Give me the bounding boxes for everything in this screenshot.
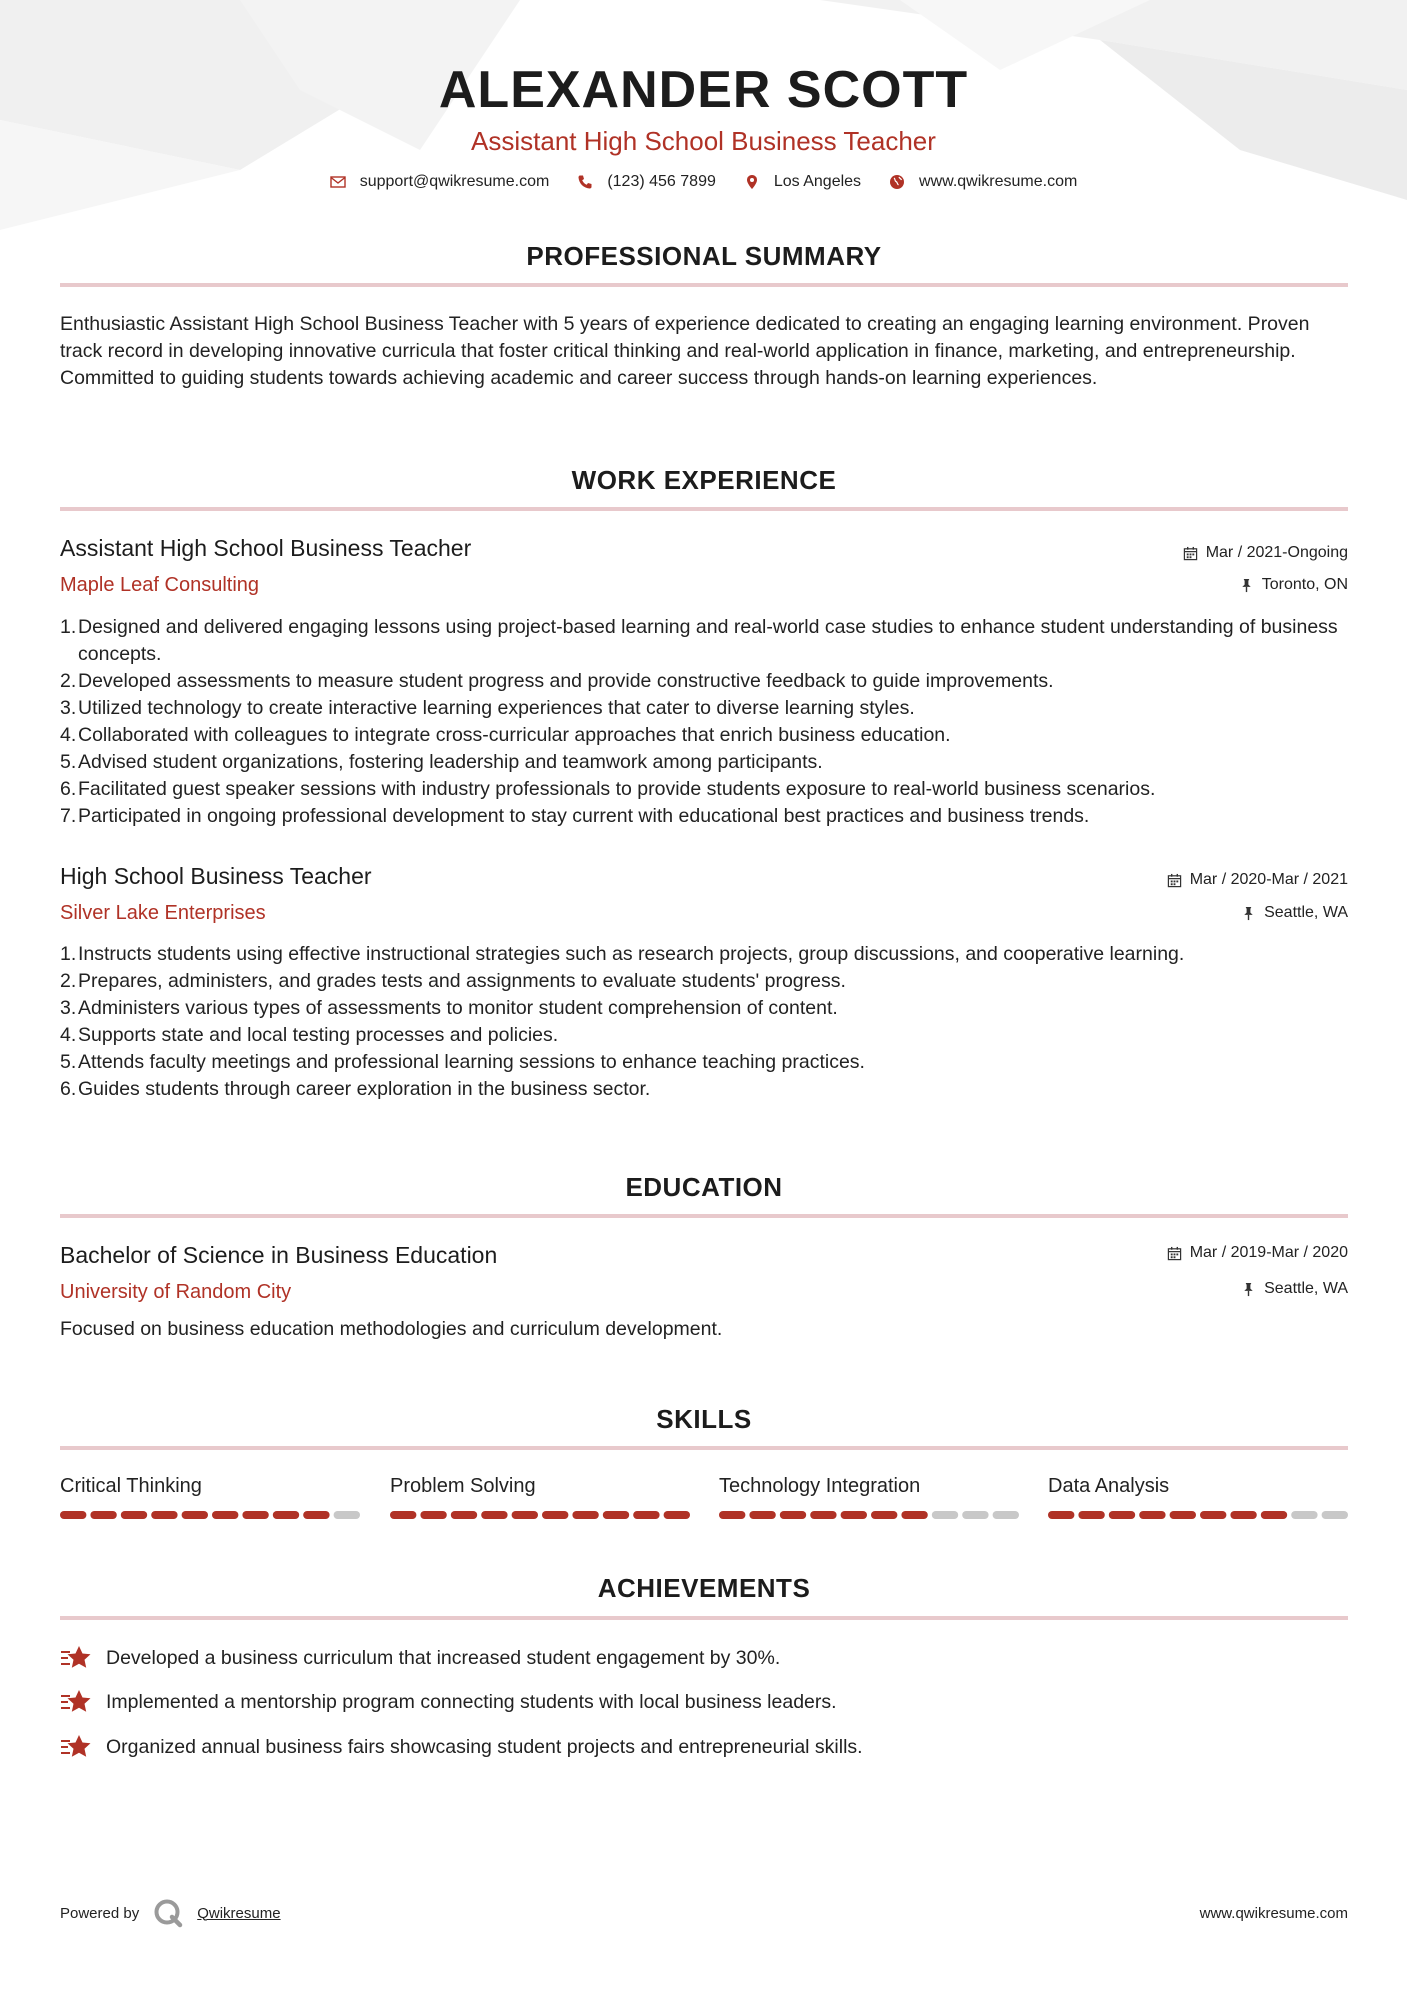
- education-location-text: Seattle, WA: [1264, 1280, 1348, 1297]
- job-dates-text: Mar / 2020-Mar / 2021: [1189, 871, 1348, 888]
- bullet-text: Facilitated guest speaker sessions with industry professionals to provide students exposure to real-world business scenarios.: [78, 778, 1156, 800]
- skill-segment-empty: [1322, 1511, 1348, 1519]
- section-title-education: EDUCATION: [625, 1172, 783, 1202]
- job-dates: [1167, 869, 1348, 891]
- skill-item: [390, 1472, 690, 1500]
- list-item: 3. Utilized technology to create interactive learning experiences that cater to diverse learning styles.: [60, 695, 1350, 722]
- list-item: 2. Developed assessments to measure student progress and provide constructive feedback to guide improvements.: [60, 668, 1350, 695]
- skill-item: [1048, 1472, 1348, 1500]
- skill-segment-filled: [1078, 1511, 1104, 1519]
- powered-by-label: Powered by: [60, 1904, 140, 1922]
- job-location: [1241, 902, 1348, 924]
- skill-segment-filled: [572, 1511, 598, 1519]
- list-item: 2. Prepares, administers, and grades tests and assignments to evaluate students' progress.: [60, 968, 1350, 995]
- skill-segment-filled: [780, 1511, 806, 1519]
- bullet-text: Prepares, administers, and grades tests and assignments to evaluate students' progress.: [78, 970, 846, 992]
- education-description: Focused on business education methodologies and curriculum development.: [60, 1318, 723, 1340]
- bullet-text: Attends faculty meetings and professional learning sessions to enhance teaching practices.: [78, 1051, 865, 1073]
- contact-email-text: support@qwikresume.com: [359, 173, 550, 190]
- list-item: 1. Instructs students using effective instructional strategies such as research projects, group discussions, and cooperative learning.: [60, 941, 1350, 968]
- bullet-text: Collaborated with colleagues to integrate cross-curricular approaches that enrich business education.: [78, 724, 951, 746]
- phone-icon: [577, 174, 593, 190]
- skill-segment-empty: [932, 1511, 958, 1519]
- section-title-skills: SKILLS: [656, 1404, 752, 1434]
- skill-segment-filled: [242, 1511, 268, 1519]
- contact-phone[interactable]: [577, 173, 716, 191]
- map-pin-icon: [744, 174, 760, 190]
- skill-segment-empty: [993, 1511, 1019, 1519]
- skill-segment-filled: [810, 1511, 836, 1519]
- skill-level-bar: [1048, 1510, 1348, 1520]
- calendar-icon: [1183, 546, 1198, 561]
- achievement-item: [60, 1644, 780, 1672]
- skill-segment-filled: [1139, 1511, 1165, 1519]
- education-location: [1241, 1278, 1348, 1300]
- section-divider: [60, 507, 1348, 511]
- section-title-experience: WORK EXPERIENCE: [571, 465, 837, 495]
- skill-segment-filled: [542, 1511, 568, 1519]
- skill-segment-filled: [749, 1511, 775, 1519]
- bullet-text: Administers various types of assessments to monitor student comprehension of content.: [78, 997, 838, 1019]
- contact-location-text: Los Angeles: [773, 173, 862, 190]
- skill-segment-empty: [334, 1511, 360, 1519]
- bullet-text: Advised student organizations, fostering leadership and teamwork among participants.: [78, 751, 823, 773]
- pushpin-icon: [1239, 578, 1254, 593]
- achievement-text: Developed a business curriculum that increased student engagement by 30%.: [106, 1647, 781, 1669]
- job-bullets: [60, 614, 1350, 830]
- list-item: 3. Administers various types of assessments to monitor student comprehension of content.: [60, 995, 1350, 1022]
- list-item: 6. Guides students through career exploration in the business sector.: [60, 1076, 1350, 1103]
- skill-segment-filled: [90, 1511, 116, 1519]
- skill-segment-filled: [151, 1511, 177, 1519]
- achievement-text: Implemented a mentorship program connecting students with local business leaders.: [106, 1691, 837, 1713]
- skill-segment-filled: [633, 1511, 659, 1519]
- skill-segment-filled: [1200, 1511, 1226, 1519]
- list-item: 4. Supports state and local testing processes and policies.: [60, 1022, 1350, 1049]
- skill-segment-filled: [60, 1511, 86, 1519]
- skill-name: Problem Solving: [390, 1475, 536, 1497]
- bullet-text: Instructs students using effective instructional strategies such as research projects, group discussions, and cooperative learning.: [78, 943, 1185, 965]
- summary-text: Enthusiastic Assistant High School Business Teacher with 5 years of experience dedicated to creating an engaging learning environment. Proven track record in developing innovative curricula that foster critical thinking and real-world application in finance, marketing, and entrepreneurship. Committed to guiding students towards achieving academic and career success through hands-on learning experiences.: [60, 313, 1310, 389]
- skill-segment-filled: [1170, 1511, 1196, 1519]
- star-icon: [60, 1644, 92, 1672]
- contact-email[interactable]: [330, 173, 550, 191]
- skill-segment-filled: [1109, 1511, 1135, 1519]
- job-title: Assistant High School Business Teacher: [60, 535, 472, 561]
- section-divider: [60, 1214, 1348, 1218]
- skill-segment-filled: [1261, 1511, 1287, 1519]
- skill-name: Data Analysis: [1048, 1475, 1170, 1497]
- contact-bar: [0, 173, 1407, 191]
- candidate-title: Assistant High School Business Teacher: [471, 126, 936, 156]
- section-divider: [60, 1616, 1348, 1620]
- contact-location: [744, 173, 861, 191]
- skill-segment-empty: [1291, 1511, 1317, 1519]
- skill-segment-filled: [121, 1511, 147, 1519]
- education-school: University of Random City: [60, 1281, 292, 1303]
- star-icon: [60, 1733, 92, 1761]
- list-item: 5. Advised student organizations, fostering leadership and teamwork among participants.: [60, 749, 1350, 776]
- footer-powered-by: [60, 1898, 281, 1928]
- job-location-text: Toronto, ON: [1261, 576, 1348, 593]
- skill-segment-filled: [603, 1511, 629, 1519]
- pushpin-icon: [1241, 1282, 1256, 1297]
- pushpin-icon: [1241, 906, 1256, 921]
- skill-segment-filled: [182, 1511, 208, 1519]
- skill-name: Technology Integration: [719, 1475, 921, 1497]
- calendar-icon: [1167, 873, 1182, 888]
- education-dates-text: Mar / 2019-Mar / 2020: [1189, 1244, 1348, 1261]
- skill-level-bar: [390, 1510, 690, 1520]
- section-title-achievements: ACHIEVEMENTS: [597, 1573, 811, 1603]
- qwikresume-logo-icon: [153, 1898, 183, 1928]
- bullet-text: Participated in ongoing professional development to stay current with educational best practices and business trends.: [78, 805, 1090, 827]
- skill-segment-filled: [1048, 1511, 1074, 1519]
- job-company: Silver Lake Enterprises: [60, 902, 266, 924]
- contact-website-text: www.qwikresume.com: [919, 173, 1078, 190]
- skill-segment-filled: [420, 1511, 446, 1519]
- bullet-text: Guides students through career exploration in the business sector.: [78, 1078, 651, 1100]
- job-title: High School Business Teacher: [60, 863, 372, 889]
- skill-segment-filled: [481, 1511, 507, 1519]
- section-divider: [60, 283, 1348, 287]
- skill-segment-filled: [664, 1511, 690, 1519]
- skill-segment-filled: [212, 1511, 238, 1519]
- bullet-text: Developed assessments to measure student progress and provide constructive feedback to guide improvements.: [78, 670, 1054, 692]
- footer-website[interactable]: www.qwikresume.com: [1199, 1905, 1348, 1922]
- qwikresume-link[interactable]: Qwikresume: [197, 1904, 281, 1922]
- envelope-icon: [330, 174, 346, 190]
- skill-segment-filled: [303, 1511, 329, 1519]
- skill-segment-filled: [1230, 1511, 1256, 1519]
- job-location: [1239, 574, 1348, 596]
- star-icon: [60, 1688, 92, 1716]
- skill-segment-filled: [273, 1511, 299, 1519]
- list-item: 4. Collaborated with colleagues to integrate cross-curricular approaches that enrich business education.: [60, 722, 1350, 749]
- resume-header: [0, 58, 1407, 158]
- achievement-item: [60, 1688, 837, 1716]
- achievement-item: [60, 1733, 863, 1761]
- bullet-text: Designed and delivered engaging lessons using project-based learning and real-world case studies to enhance student understanding of business concepts.: [78, 616, 1338, 665]
- candidate-name: ALEXANDER SCOTT: [438, 61, 969, 119]
- contact-phone-text: (123) 456 7899: [607, 173, 716, 190]
- skill-segment-filled: [719, 1511, 745, 1519]
- list-item: 1. Designed and delivered engaging lessons using project-based learning and real-world case studies to enhance student understanding of business concepts.: [60, 614, 1350, 668]
- bullet-text: Utilized technology to create interactive learning experiences that cater to diverse learning styles.: [78, 697, 915, 719]
- skill-segment-filled: [512, 1511, 538, 1519]
- skill-segment-filled: [451, 1511, 477, 1519]
- section-divider: [60, 1446, 1348, 1450]
- globe-icon: [889, 174, 905, 190]
- education-degree: Bachelor of Science in Business Education: [60, 1242, 498, 1268]
- list-item: 5. Attends faculty meetings and professional learning sessions to enhance teaching practices.: [60, 1049, 1350, 1076]
- skill-segment-filled: [841, 1511, 867, 1519]
- skill-segment-filled: [871, 1511, 897, 1519]
- job-location-text: Seattle, WA: [1264, 904, 1348, 921]
- skill-segment-filled: [390, 1511, 416, 1519]
- job-dates-text: Mar / 2021-Ongoing: [1205, 544, 1348, 561]
- list-item: 6. Facilitated guest speaker sessions with industry professionals to provide students exposure to real-world business scenarios.: [60, 776, 1350, 803]
- contact-website[interactable]: [889, 173, 1077, 191]
- list-item: 7. Participated in ongoing professional development to stay current with educational best practices and business trends.: [60, 803, 1350, 830]
- achievement-text: Organized annual business fairs showcasing student projects and entrepreneurial skills.: [106, 1736, 863, 1758]
- job-bullets: [60, 941, 1350, 1103]
- bullet-text: Supports state and local testing processes and policies.: [78, 1024, 559, 1046]
- job-company: Maple Leaf Consulting: [60, 574, 260, 596]
- education-dates: [1167, 1242, 1348, 1264]
- skill-level-bar: [719, 1510, 1019, 1520]
- section-title-summary: PROFESSIONAL SUMMARY: [526, 241, 882, 271]
- skill-segment-empty: [962, 1511, 988, 1519]
- skill-name: Critical Thinking: [60, 1475, 202, 1497]
- skill-segment-filled: [901, 1511, 927, 1519]
- skill-item: [719, 1472, 1019, 1500]
- job-dates: [1183, 542, 1348, 564]
- calendar-icon: [1167, 1246, 1182, 1261]
- skill-level-bar: [60, 1510, 360, 1520]
- skill-item: [60, 1472, 360, 1500]
